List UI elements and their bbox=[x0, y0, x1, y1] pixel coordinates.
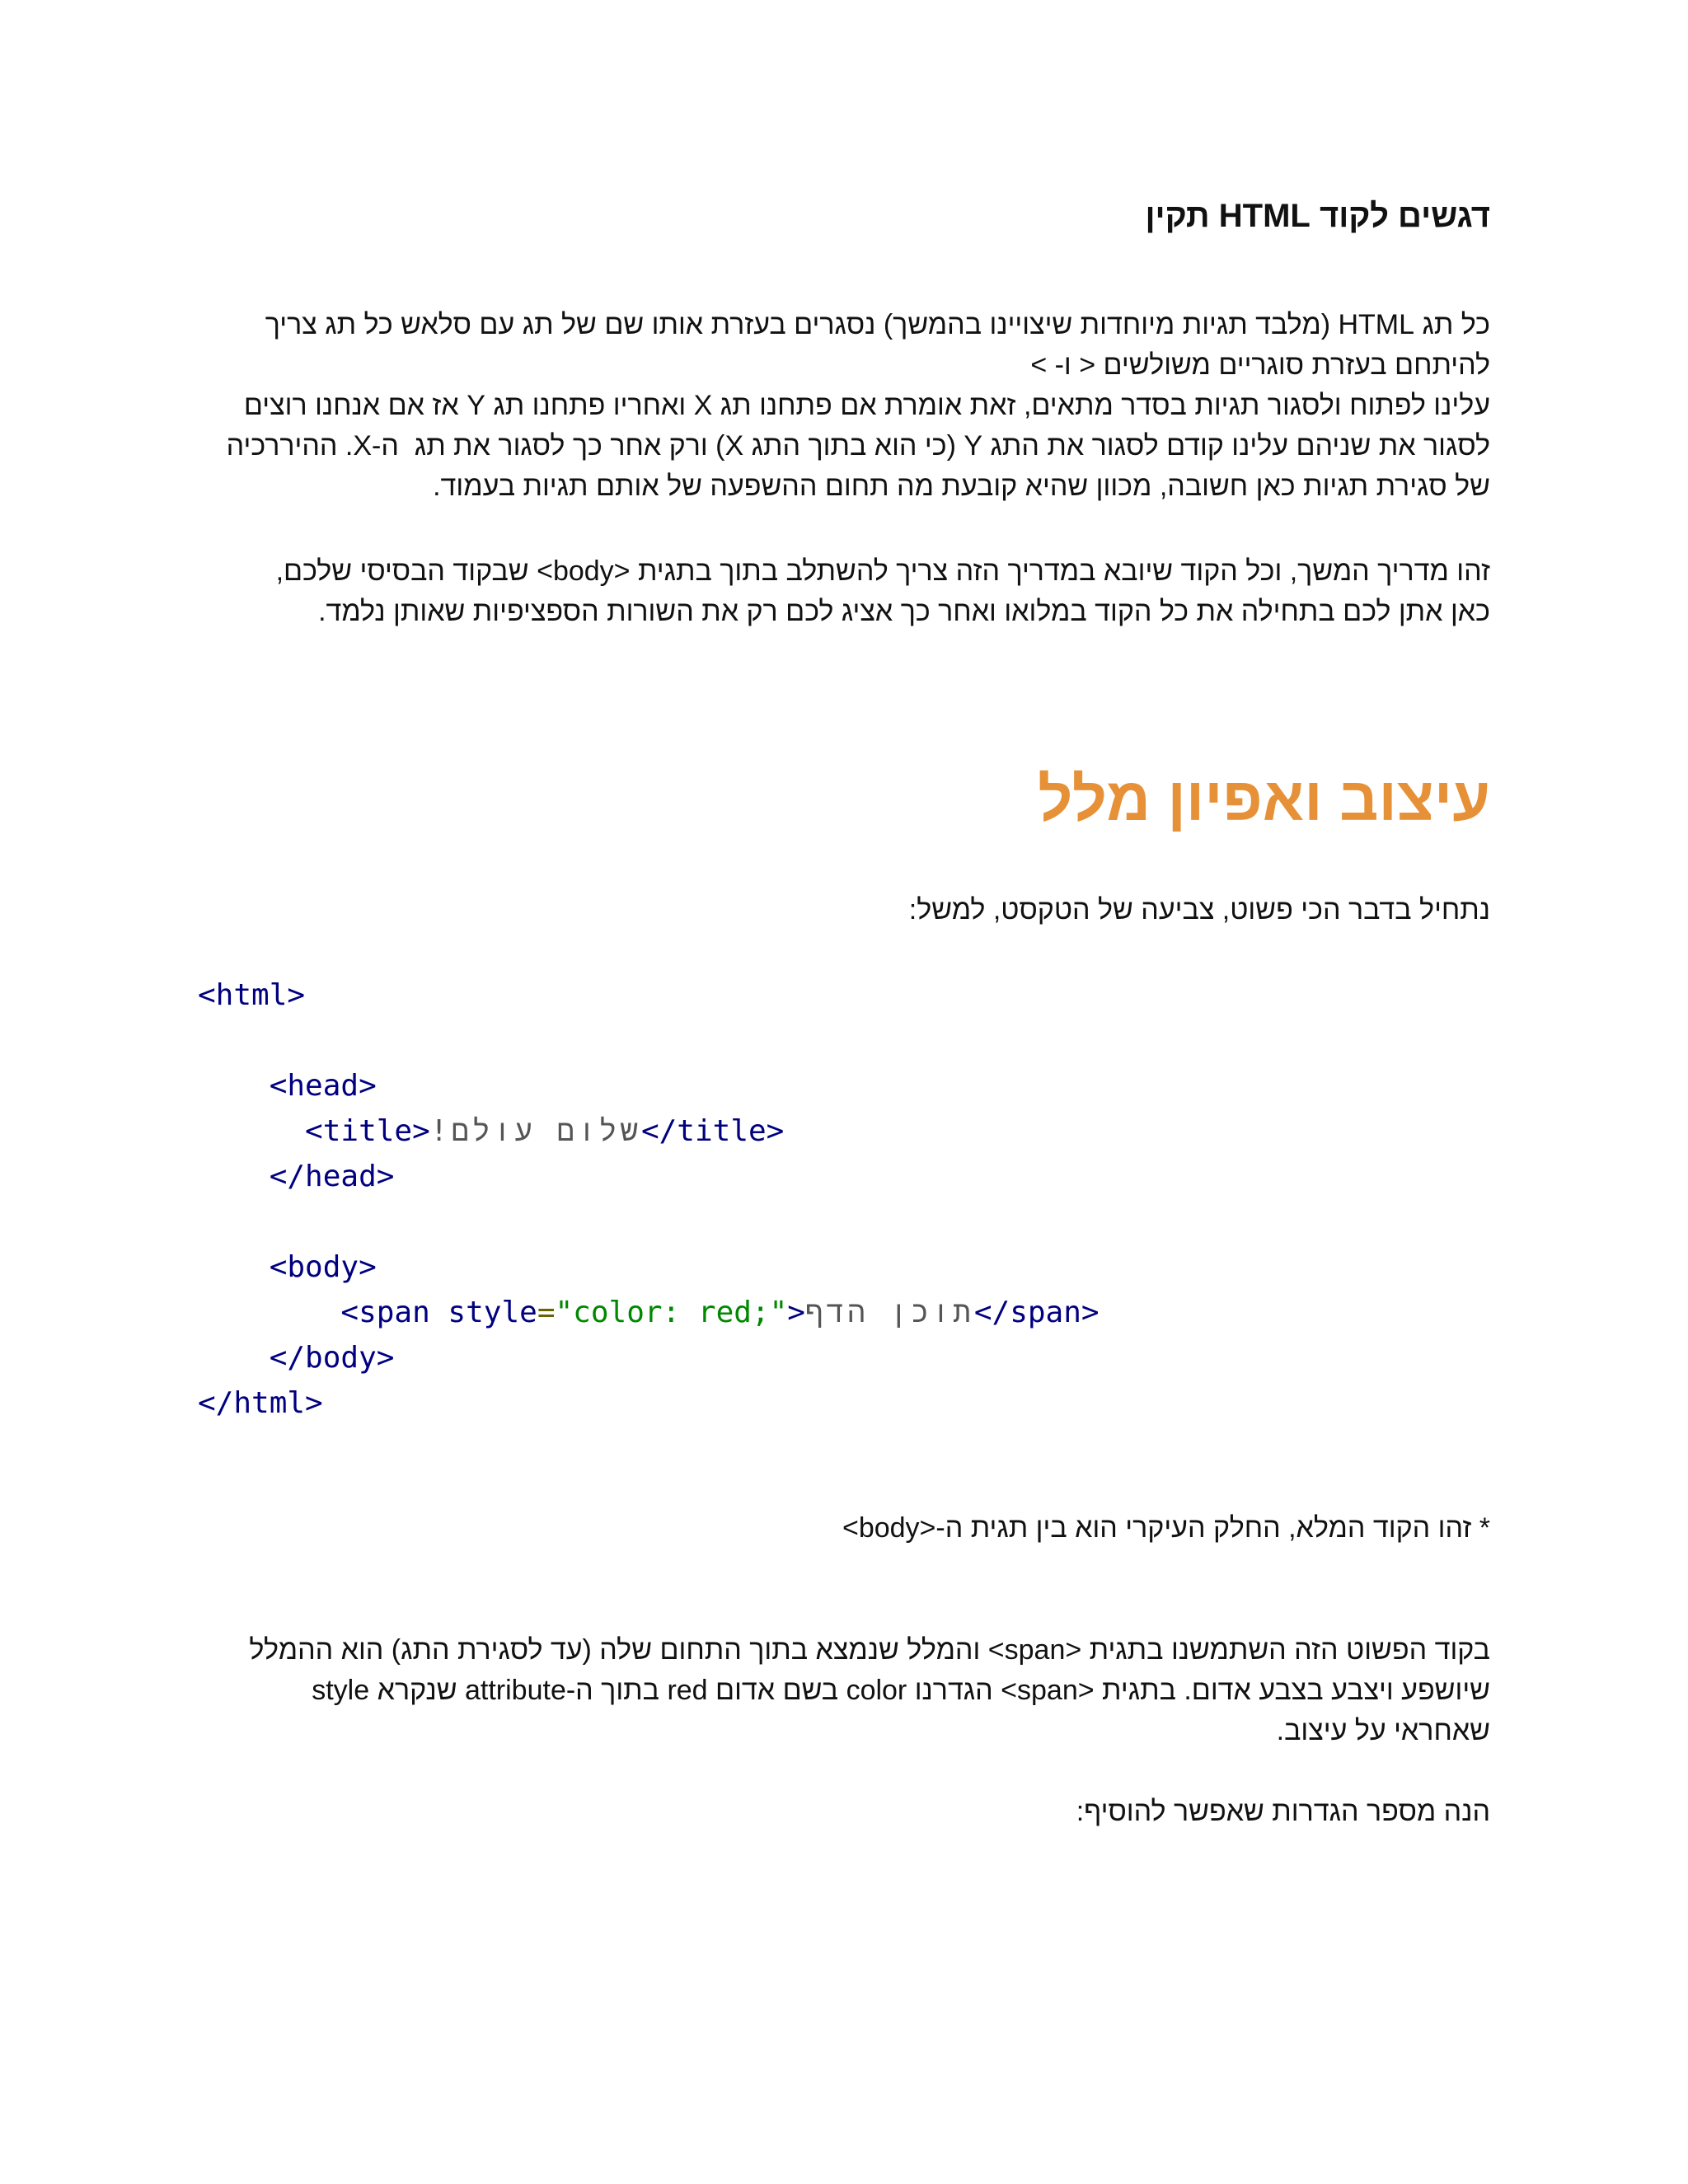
document-page bbox=[198, 0, 1490, 2184]
subheading: דגשים לקוד HTML תקין bbox=[1145, 198, 1490, 234]
code-tag: </html> bbox=[198, 1386, 323, 1420]
settings-intro bbox=[198, 1792, 1490, 1832]
code-tag: > bbox=[787, 1296, 805, 1329]
code-block bbox=[198, 972, 1490, 1426]
code-tag: <span style bbox=[340, 1296, 537, 1329]
code-text: תוכן הדף bbox=[804, 1296, 974, 1329]
code-line-blank bbox=[198, 1199, 1490, 1244]
paragraph-line: נתחיל בדבר הכי פשוט, צביעה של הטקסט, למשל: bbox=[908, 894, 1490, 926]
code-text: שלום עולם! bbox=[429, 1114, 641, 1148]
intro-paragraph bbox=[198, 305, 1490, 507]
code-tag: </head> bbox=[269, 1160, 395, 1193]
guide-paragraph bbox=[198, 551, 1490, 632]
code-line-blank bbox=[198, 1018, 1490, 1063]
code-line bbox=[198, 1335, 1490, 1380]
paragraph-line: כל תג HTML (מלבד תגיות מיוחדות שיצויינו בהמשך) נסגרים בעזרת אותו שם של תג עם סלאש כל תג צריך bbox=[265, 309, 1490, 340]
paragraph-line: שיושפע ויצבע בצבע אדום. בתגית <span> הגדרנו color בשם אדום red בתוך ה-attribute שנקרא style bbox=[312, 1675, 1490, 1706]
paragraph-line: זהו מדריך המשך, וכל הקוד שיובא במדריך הזה צריך להשתלב בתוך בתגית <body> שבקוד הבסיסי שלכם, bbox=[275, 555, 1490, 587]
code-line bbox=[198, 1154, 1490, 1199]
code-line bbox=[198, 1380, 1490, 1426]
paragraph-line: לסגור את שניהם עלינו קודם לסגור את התג Y (כי הוא בתוך התג X) ורק אחר כך לסגור את תג ה-X. ההיררכיה bbox=[226, 430, 1490, 462]
example-intro bbox=[198, 890, 1490, 930]
paragraph-line: שאחראי על עיצוב. bbox=[1276, 1715, 1490, 1746]
code-tag: <body> bbox=[269, 1250, 377, 1284]
paragraph-line: הנה מספר הגדרות שאפשר להוסיף: bbox=[1076, 1796, 1490, 1827]
main-heading: עיצוב ואפיון מלל bbox=[1038, 765, 1490, 833]
paragraph-line: של סגירת תגיות כאן חשובה, מכוון שהיא קובעת מה תחום ההשפעה של אותם תגיות בעמוד. bbox=[433, 471, 1490, 502]
code-line bbox=[198, 1108, 1490, 1154]
code-tag: <head> bbox=[269, 1069, 377, 1103]
paragraph-line: להיתחם בעזרת סוגריים משולשים < ו- > bbox=[1030, 349, 1490, 381]
paragraph-line: עלינו לפתוח ולסגור תגיות בסדר מתאים, זאת אומרת אם פתחנו תג X ואחריו פתחנו תג Y אז אם אנחנו רוצים bbox=[243, 390, 1490, 421]
code-line bbox=[198, 972, 1490, 1018]
paragraph-line: בקוד הפשוט הזה השתמשנו בתגית <span> והמלל שנמצא בתוך התחום שלה (עד לסגירת התג) הוא ההמלל bbox=[249, 1634, 1490, 1666]
code-tag: <title> bbox=[305, 1114, 430, 1148]
code-operator: = bbox=[537, 1296, 556, 1329]
explanation-paragraph bbox=[198, 1630, 1490, 1751]
paragraph-line: כאן אתן לכם בתחילה את כל הקוד במלואו ואחר כך אציג לכם רק את השורות הספציפיות שאותן נלמד. bbox=[318, 596, 1490, 627]
code-tag: </body> bbox=[269, 1341, 395, 1375]
code-line bbox=[198, 1063, 1490, 1108]
code-tag: <html> bbox=[198, 978, 306, 1012]
code-line bbox=[198, 1290, 1490, 1335]
paragraph-line: * זהו הקוד המלא, החלק העיקרי הוא בין תגית ה-<body> bbox=[842, 1512, 1490, 1544]
code-string: "color: red;" bbox=[555, 1296, 788, 1329]
code-tag: </span> bbox=[973, 1296, 1100, 1329]
note bbox=[198, 1508, 1490, 1549]
code-line bbox=[198, 1244, 1490, 1290]
code-tag: </title> bbox=[640, 1114, 785, 1148]
